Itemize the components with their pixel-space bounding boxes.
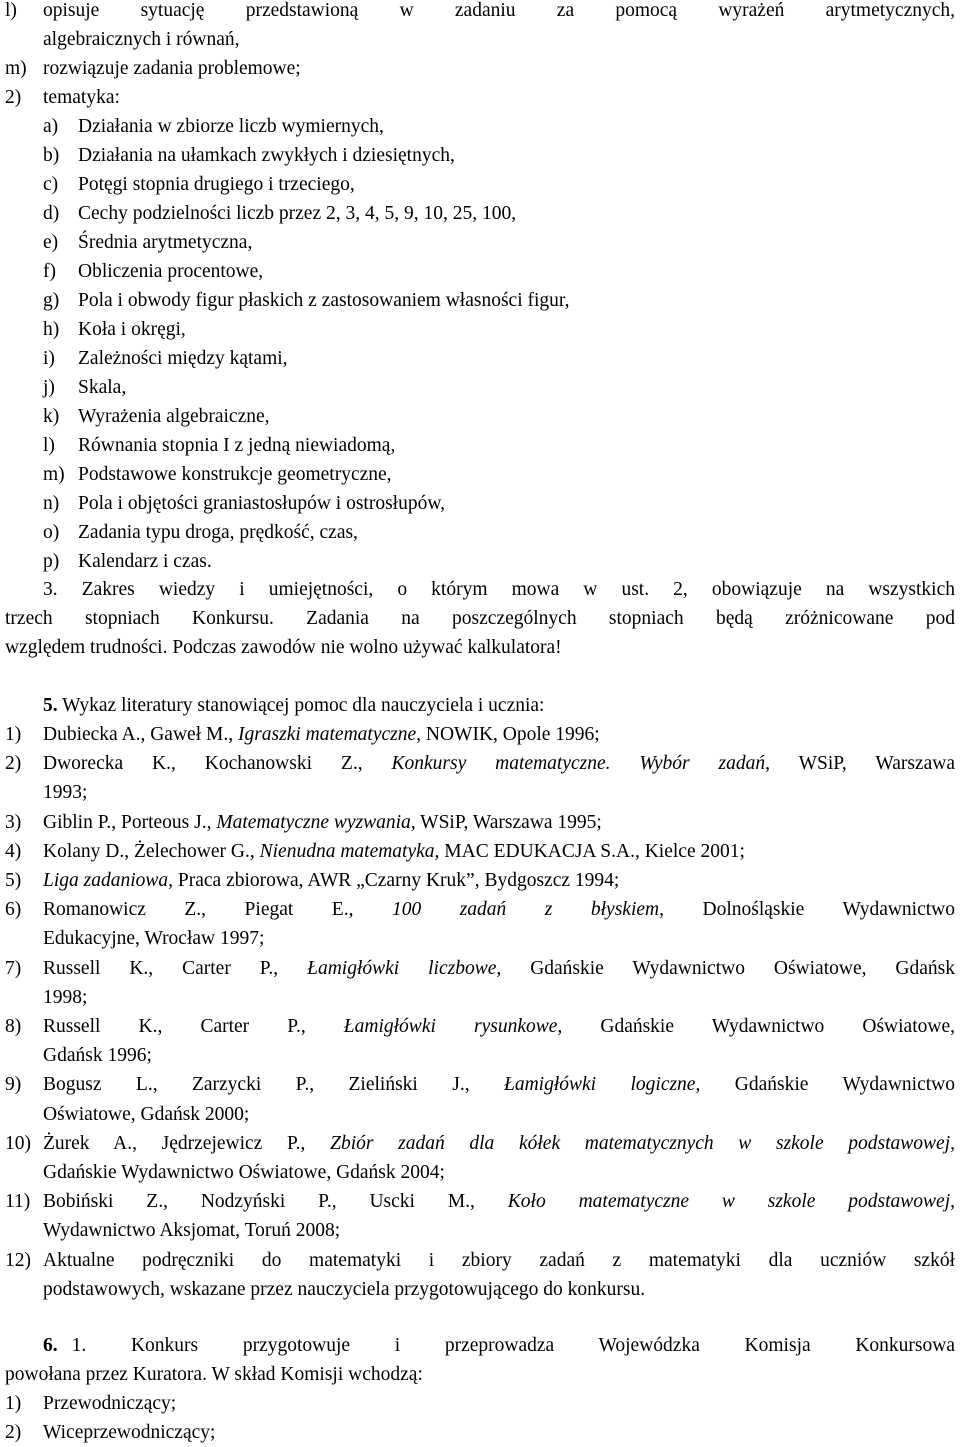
- topic-text: Równania stopnia I z jedną niewiadomą,: [78, 435, 396, 456]
- item-label: m): [5, 58, 27, 79]
- topic-label: k): [43, 406, 60, 427]
- paragraph-text: 1. Konkurs przygotowuje i przeprowadza Wojewódzka Komisja Konkursowa: [71, 1335, 955, 1356]
- reference-title: Matematyczne wyzwania,: [216, 811, 416, 833]
- paragraph-line: 3. Zakres wiedzy i umiejętności, o którym mowa w ust. 2, obowiązuje na wszystkich: [43, 579, 955, 600]
- reference-authors: Dubiecka A., Gaweł M.,: [43, 724, 238, 745]
- reference-number: 5): [5, 870, 22, 891]
- reference-continuation: Gdańskie Wydawnictwo Oświatowe, Gdańsk 2004;: [43, 1162, 445, 1183]
- topic-label: l): [43, 435, 55, 456]
- topic-text: Zadania typu droga, prędkość, czas,: [78, 522, 358, 543]
- reference-authors: Romanowicz Z., Piegat E.,: [43, 899, 392, 921]
- reference-line: [43, 808, 602, 837]
- reference-line: [43, 837, 745, 866]
- reference-line: [43, 749, 955, 778]
- reference-number: 6): [5, 899, 22, 921]
- topic-label: m): [43, 464, 65, 485]
- reference-publisher: WSiP, Warszawa 1995;: [415, 811, 602, 833]
- topic-text: Działania w zbiorze liczb wymiernych,: [78, 116, 384, 137]
- paragraph-line: [43, 1331, 955, 1360]
- reference-publisher: Dolnośląskie Wydawnictwo: [663, 899, 955, 921]
- reference-title: Konkursy matematyczne. Wybór zadań,: [391, 753, 770, 775]
- reference-line: [43, 954, 955, 983]
- reference-authors: Russell K., Carter P.,: [43, 1016, 344, 1037]
- reference-publisher: Gdańskie Wydawnictwo Oświatowe, Gdańsk: [501, 957, 955, 979]
- reference-title: Liga zadaniowa,: [43, 870, 174, 891]
- reference-authors: Bogusz L., Zarzycki P., Zieliński J.,: [43, 1074, 504, 1096]
- reference-number: 1): [5, 724, 22, 745]
- reference-authors: Bobiński Z., Nodzyński P., Uscki M.,: [43, 1191, 508, 1213]
- reference-continuation: Edukacyjne, Wrocław 1997;: [43, 928, 265, 950]
- paragraph-line: powołana przez Kuratora. W skład Komisji wchodzą:: [5, 1364, 423, 1385]
- item-text: rozwiązuje zadania problemowe;: [43, 58, 301, 79]
- reference-publisher: Praca zbiorowa, AWR „Czarny Kruk”, Bydgoszcz 1994;: [173, 870, 620, 891]
- reference-title: Koło matematyczne w szkole podstawowej,: [507, 1191, 955, 1213]
- topic-text: Obliczenia procentowe,: [78, 261, 264, 282]
- section-title: Wykaz literatury stanowiącej pomoc dla nauczyciela i ucznia:: [62, 695, 545, 716]
- item-text: algebraicznych i równań,: [43, 29, 240, 50]
- reference-title: 100 zadań z błyskiem,: [391, 899, 664, 921]
- topic-label: n): [43, 493, 60, 514]
- reference-number: 2): [5, 753, 22, 775]
- section-title: tematyka:: [43, 87, 120, 108]
- item-text: opisuje sytuację przedstawioną w zadaniu za pomocą wyrażeń arytmetycznych,: [43, 0, 955, 21]
- item-text: Wiceprzewodniczący;: [43, 1422, 216, 1443]
- reference-continuation: Wydawnictwo Aksjomat, Toruń 2008;: [43, 1220, 341, 1242]
- topic-text: Działania na ułamkach zwykłych i dziesiętnych,: [78, 145, 455, 166]
- reference-title: Zbiór zadań dla kółek matematycznych w szkole podstawowej,: [330, 1132, 956, 1154]
- reference-line: [43, 1012, 955, 1041]
- reference-continuation: Gdańsk 1996;: [43, 1045, 152, 1067]
- topic-label: o): [43, 522, 60, 543]
- paragraph-line: względem trudności. Podczas zawodów nie wolno używać kalkulatora!: [5, 637, 562, 658]
- section-number: 5.: [43, 695, 58, 716]
- topic-label: i): [43, 348, 55, 369]
- reference-line: [43, 866, 619, 895]
- reference-publisher: MAC EDUKACJA S.A., Kielce 2001;: [439, 840, 745, 862]
- section-heading: [43, 691, 544, 720]
- reference-title: Nienudna matematyka,: [259, 840, 440, 862]
- reference-authors: Dworecka K., Kochanowski Z.,: [43, 753, 392, 775]
- topic-label: j): [43, 377, 55, 398]
- reference-authors: Russell K., Carter P.,: [43, 957, 308, 979]
- reference-number: 11): [5, 1191, 31, 1213]
- topic-label: e): [43, 232, 59, 253]
- reference-authors: Żurek A., Jędrzejewicz P.,: [43, 1132, 331, 1154]
- topic-text: Podstawowe konstrukcje geometryczne,: [78, 464, 392, 485]
- topic-label: h): [43, 319, 60, 340]
- reference-number: 12): [5, 1249, 31, 1271]
- reference-line: [43, 1246, 955, 1275]
- reference-line: [43, 720, 600, 749]
- topic-text: Koła i okręgi,: [78, 319, 186, 340]
- item-label: 2): [5, 1422, 22, 1443]
- reference-line: [43, 1187, 955, 1216]
- topic-label: d): [43, 203, 60, 224]
- section-number: 2): [5, 87, 22, 108]
- reference-line: [43, 895, 955, 924]
- topic-text: Potęgi stopnia drugiego i trzeciego,: [78, 174, 355, 195]
- topic-label: f): [43, 261, 56, 282]
- reference-number: 8): [5, 1016, 22, 1037]
- topic-label: p): [43, 551, 60, 572]
- topic-label: g): [43, 290, 60, 311]
- topic-text: Średnia arytmetyczna,: [78, 232, 253, 253]
- item-label: 1): [5, 1393, 22, 1414]
- reference-continuation: Oświatowe, Gdańsk 2000;: [43, 1103, 250, 1125]
- topic-text: Zależności między kątami,: [78, 348, 288, 369]
- reference-line: [43, 1129, 955, 1158]
- reference-number: 3): [5, 811, 22, 833]
- section-number: 6.: [43, 1335, 58, 1356]
- reference-title: Łamigłówki logiczne,: [503, 1074, 701, 1096]
- topic-text: Pola i objętości graniastosłupów i ostrosłupów,: [78, 493, 446, 514]
- topic-text: Kalendarz i czas.: [78, 551, 212, 572]
- item-label: l): [5, 0, 17, 21]
- reference-number: 9): [5, 1074, 22, 1096]
- topic-label: c): [43, 174, 59, 195]
- reference-title: Łamigłówki liczbowe,: [307, 957, 502, 979]
- reference-line: [43, 1070, 955, 1099]
- reference-number: 7): [5, 957, 22, 979]
- topic-text: Cechy podzielności liczb przez 2, 3, 4, 5, 9, 10, 25, 100,: [78, 203, 517, 224]
- paragraph-line: trzech stopniach Konkursu. Zadania na poszczególnych stopniach będą zróżnicowane pod: [5, 608, 955, 629]
- reference-authors: Giblin P., Porteous J.,: [43, 811, 217, 833]
- reference-title: Łamigłówki rysunkowe,: [343, 1016, 563, 1037]
- topic-label: a): [43, 116, 59, 137]
- reference-authors: Kolany D., Żelechower G.,: [43, 840, 260, 862]
- item-text: Przewodniczący;: [43, 1393, 177, 1414]
- reference-authors: Aktualne podręczniki do matematyki i zbiory zadań z matematyki dla uczniów szkół: [43, 1249, 955, 1271]
- reference-publisher: WSiP, Warszawa: [770, 753, 955, 775]
- reference-publisher: Gdańskie Wydawnictwo: [700, 1074, 955, 1096]
- reference-number: 4): [5, 840, 22, 862]
- reference-title: Igraszki matematyczne,: [237, 724, 421, 745]
- topic-text: Pola i obwody figur płaskich z zastosowaniem własności figur,: [78, 290, 570, 311]
- reference-continuation: podstawowych, wskazane przez nauczyciela przygotowującego do konkursu.: [43, 1278, 646, 1300]
- topic-text: Skala,: [78, 377, 127, 398]
- reference-continuation: 1998;: [43, 986, 88, 1008]
- reference-number: 10): [5, 1132, 31, 1154]
- topic-text: Wyrażenia algebraiczne,: [78, 406, 270, 427]
- reference-publisher: Gdańskie Wydawnictwo Oświatowe,: [562, 1016, 955, 1037]
- reference-publisher: NOWIK, Opole 1996;: [421, 724, 600, 745]
- reference-continuation: 1993;: [43, 782, 88, 804]
- topic-label: b): [43, 145, 60, 166]
